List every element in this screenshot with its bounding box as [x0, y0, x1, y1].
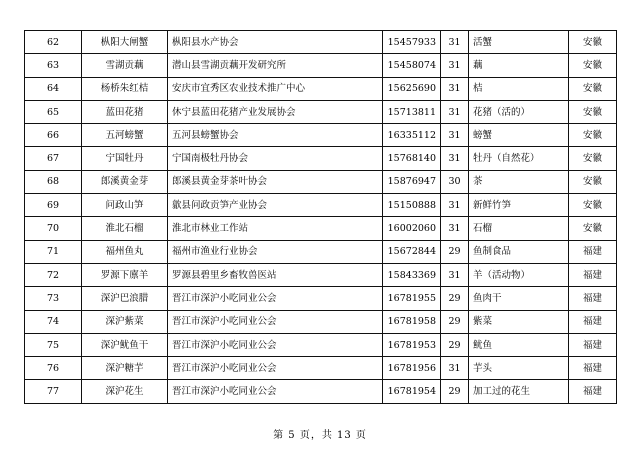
cell-registration-number: 16781954	[383, 380, 441, 403]
cell-trademark-name: 宁国牡丹	[82, 147, 168, 170]
cell-registration-number: 15843369	[383, 263, 441, 286]
cell-goods: 桔	[469, 77, 569, 100]
cell-applicant: 枞阳县水产协会	[168, 31, 383, 54]
cell-goods: 鱿鱼	[469, 333, 569, 356]
table-row	[25, 287, 617, 310]
cell-province: 福建	[569, 357, 617, 380]
cell-province: 福建	[569, 287, 617, 310]
cell-applicant: 罗源县碧里乡畜牧兽医站	[168, 263, 383, 286]
cell-trademark-name: 罗源下廪羊	[82, 263, 168, 286]
cell-goods: 新鲜竹笋	[469, 194, 569, 217]
cell-goods: 鱼肉干	[469, 287, 569, 310]
table-body	[25, 31, 617, 404]
cell-trademark-name: 蓝田花猪	[82, 100, 168, 123]
cell-number: 67	[25, 147, 82, 170]
cell-province: 安徽	[569, 147, 617, 170]
cell-registration-number: 15457933	[383, 31, 441, 54]
cell-number: 66	[25, 124, 82, 147]
table-row	[25, 380, 617, 403]
cell-goods: 羊（活动物）	[469, 263, 569, 286]
cell-registration-number: 15150888	[383, 194, 441, 217]
cell-number: 65	[25, 100, 82, 123]
cell-number: 75	[25, 333, 82, 356]
table-row	[25, 240, 617, 263]
cell-trademark-name: 枞阳大闸蟹	[82, 31, 168, 54]
cell-applicant: 福州市渔业行业协会	[168, 240, 383, 263]
table-row	[25, 54, 617, 77]
cell-class: 31	[441, 100, 469, 123]
cell-number: 71	[25, 240, 82, 263]
cell-applicant: 晋江市深沪小吃同业公会	[168, 287, 383, 310]
cell-applicant: 潜山县雪湖贡藕开发研究所	[168, 54, 383, 77]
table-row	[25, 217, 617, 240]
cell-class: 29	[441, 240, 469, 263]
cell-trademark-name: 杨桥朱红桔	[82, 77, 168, 100]
cell-registration-number: 15876947	[383, 170, 441, 193]
page-footer: 第 5 页，共 13 页	[273, 430, 367, 441]
table-row	[25, 263, 617, 286]
table-row	[25, 124, 617, 147]
cell-trademark-name: 深沪紫菜	[82, 310, 168, 333]
cell-registration-number: 15768140	[383, 147, 441, 170]
cell-class: 29	[441, 380, 469, 403]
cell-class: 29	[441, 310, 469, 333]
cell-number: 69	[25, 194, 82, 217]
cell-number: 77	[25, 380, 82, 403]
cell-goods: 花猪（活的）	[469, 100, 569, 123]
cell-goods: 芋头	[469, 357, 569, 380]
cell-class: 30	[441, 170, 469, 193]
table-row	[25, 357, 617, 380]
cell-province: 福建	[569, 333, 617, 356]
cell-applicant: 晋江市深沪小吃同业公会	[168, 380, 383, 403]
cell-province: 福建	[569, 380, 617, 403]
table-row	[25, 333, 617, 356]
cell-applicant: 宁国南极牡丹协会	[168, 147, 383, 170]
cell-goods: 螃蟹	[469, 124, 569, 147]
cell-class: 31	[441, 77, 469, 100]
cell-province: 安徽	[569, 54, 617, 77]
cell-number: 68	[25, 170, 82, 193]
cell-registration-number: 15713811	[383, 100, 441, 123]
cell-number: 70	[25, 217, 82, 240]
table-row	[25, 77, 617, 100]
cell-applicant: 晋江市深沪小吃同业公会	[168, 333, 383, 356]
cell-number: 76	[25, 357, 82, 380]
cell-applicant: 郎溪县黄金芽茶叶协会	[168, 170, 383, 193]
cell-number: 64	[25, 77, 82, 100]
table-row	[25, 310, 617, 333]
table-row	[25, 100, 617, 123]
cell-trademark-name: 福州鱼丸	[82, 240, 168, 263]
cell-trademark-name: 深沪巴浪腊	[82, 287, 168, 310]
cell-province: 安徽	[569, 77, 617, 100]
cell-registration-number: 15458074	[383, 54, 441, 77]
cell-number: 74	[25, 310, 82, 333]
cell-province: 安徽	[569, 194, 617, 217]
cell-goods: 紫菜	[469, 310, 569, 333]
cell-class: 31	[441, 194, 469, 217]
cell-class: 29	[441, 333, 469, 356]
cell-province: 福建	[569, 240, 617, 263]
cell-province: 安徽	[569, 31, 617, 54]
cell-class: 31	[441, 54, 469, 77]
cell-registration-number: 16781953	[383, 333, 441, 356]
cell-class: 29	[441, 287, 469, 310]
cell-class: 31	[441, 147, 469, 170]
cell-applicant: 晋江市深沪小吃同业公会	[168, 310, 383, 333]
cell-registration-number: 16781958	[383, 310, 441, 333]
cell-number: 63	[25, 54, 82, 77]
cell-goods: 牡丹（自然花）	[469, 147, 569, 170]
cell-province: 安徽	[569, 170, 617, 193]
cell-class: 31	[441, 263, 469, 286]
cell-number: 73	[25, 287, 82, 310]
table-row	[25, 147, 617, 170]
cell-trademark-name: 五河螃蟹	[82, 124, 168, 147]
cell-province: 安徽	[569, 217, 617, 240]
cell-goods: 茶	[469, 170, 569, 193]
cell-registration-number: 16002060	[383, 217, 441, 240]
cell-registration-number: 16781956	[383, 357, 441, 380]
cell-goods: 活蟹	[469, 31, 569, 54]
cell-applicant: 休宁县蓝田花猪产业发展协会	[168, 100, 383, 123]
cell-goods: 加工过的花生	[469, 380, 569, 403]
table-row	[25, 194, 617, 217]
cell-applicant: 安庆市宜秀区农业技术推广中心	[168, 77, 383, 100]
cell-trademark-name: 雪湖贡藕	[82, 54, 168, 77]
cell-province: 福建	[569, 263, 617, 286]
cell-province: 安徽	[569, 100, 617, 123]
cell-trademark-name: 深沪花生	[82, 380, 168, 403]
cell-goods: 藕	[469, 54, 569, 77]
table-row	[25, 31, 617, 54]
cell-class: 31	[441, 31, 469, 54]
cell-number: 62	[25, 31, 82, 54]
cell-applicant: 五河县螃蟹协会	[168, 124, 383, 147]
cell-province: 安徽	[569, 124, 617, 147]
cell-trademark-name: 深沪鱿鱼干	[82, 333, 168, 356]
cell-trademark-name: 郎溪黄金芽	[82, 170, 168, 193]
cell-applicant: 歙县问政贡笋产业协会	[168, 194, 383, 217]
trademark-table	[24, 30, 617, 404]
cell-class: 31	[441, 124, 469, 147]
cell-number: 72	[25, 263, 82, 286]
cell-trademark-name: 深沪糖芋	[82, 357, 168, 380]
cell-trademark-name: 问政山笋	[82, 194, 168, 217]
cell-applicant: 淮北市林业工作站	[168, 217, 383, 240]
cell-class: 31	[441, 217, 469, 240]
cell-class: 31	[441, 357, 469, 380]
cell-province: 福建	[569, 310, 617, 333]
cell-registration-number: 16781955	[383, 287, 441, 310]
cell-registration-number: 16335112	[383, 124, 441, 147]
cell-trademark-name: 淮北石榴	[82, 217, 168, 240]
cell-goods: 石榴	[469, 217, 569, 240]
table-row	[25, 170, 617, 193]
cell-registration-number: 15625690	[383, 77, 441, 100]
cell-registration-number: 15672844	[383, 240, 441, 263]
cell-applicant: 晋江市深沪小吃同业公会	[168, 357, 383, 380]
cell-goods: 鱼制食品	[469, 240, 569, 263]
